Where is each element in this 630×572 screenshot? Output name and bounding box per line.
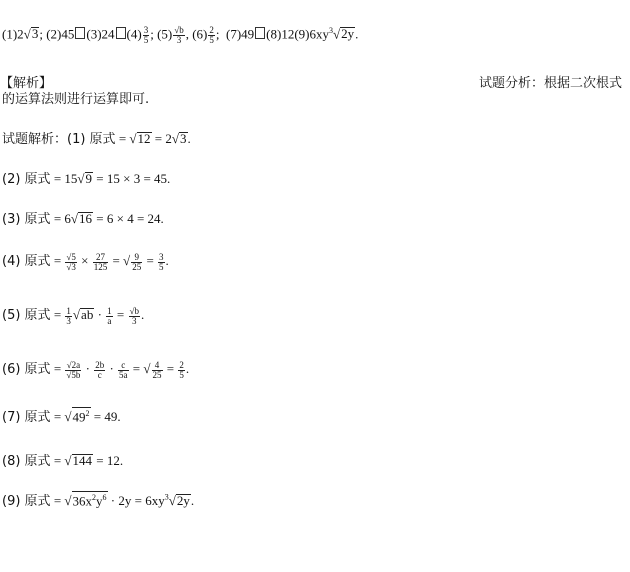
fraction: $\frac{27}{125}$ [93,251,108,272]
missing-glyph-icon [116,27,126,39]
missing-glyph-icon [75,27,85,39]
fraction: $\frac{√2a}{√5b}$ [66,359,81,380]
fraction: $\frac{4}{25}$ [152,359,162,380]
fraction: $\frac{√b}{3}$ [174,25,184,45]
fraction: $\frac{1}{a}$ [107,305,112,326]
fraction: $\frac{2}{5}$ [209,25,214,45]
solution-line-6: (6) 原式 = $\frac{√2a}{√5b}$ · $\frac{2b}{c}$ · $\frac{c}{5a}$ = √ $\frac{4}{25}$ = $\frac{2}{5}$ . [2,359,190,380]
fraction: $\frac{9}{25}$ [132,251,142,272]
solution-line-2: (2) 原式 = 15√9 = 15 × 3 = 45. [2,171,171,187]
solution-line-7: (7) 原式 = $√49^2 = 49$. [2,408,121,425]
fraction: $\frac{1}{3}$ [66,305,71,326]
missing-glyph-icon [255,27,265,39]
fraction: $\frac{2}{5}$ [179,359,184,380]
fraction: $\frac{√b}{3}$ [129,305,139,326]
solution-line-4: (4) 原式 = $\frac{√5}{√3}$ × $\frac{27}{125}$ = √ $\frac{9}{25}$ = $\frac{3}{5}$ . [2,251,169,272]
analysis-right-text: 试题分析：根据二次根式 [478,76,622,91]
fraction: $\frac{c}{5a}$ [119,359,128,380]
fraction: $\frac{√5}{√3}$ [66,251,76,272]
solution-line-5: (5) 原式 = $\frac{1}{3}$ √ab · $\frac{1}{a}$ = $\frac{√b}{3}$ . [2,305,145,326]
answer-summary: (1)2√3; (2)45 (3)24 (4) $\frac{3}{5}$ ; (5) $\frac{√b}{3}$ , (6) $\frac{2}{5}$ ; (7)49 $(8)12(9)6xy^3√2y$. [2,25,359,45]
solution-line-8: (8) 原式 = √144 = 12. [2,453,124,469]
solution-line-1: 试题解析：(1) 原式 = √12 = 2√3. [2,131,191,147]
solution-line-9: (9) 原式 = $√36x^2y^6 \cdot 2y = 6xy^3√2y$. [2,492,195,509]
analysis-heading: 【解析】 [0,76,53,91]
fraction: $\frac{2b}{c}$ [95,359,105,380]
analysis-continuation: 的运算法则进行运算即可. [2,92,150,107]
fraction: $\frac{3}{5}$ [143,25,149,45]
fraction: $\frac{3}{5}$ [159,251,164,272]
solution-line-3: (3) 原式 = 6√16 = 6 × 4 = 24. [2,211,164,227]
